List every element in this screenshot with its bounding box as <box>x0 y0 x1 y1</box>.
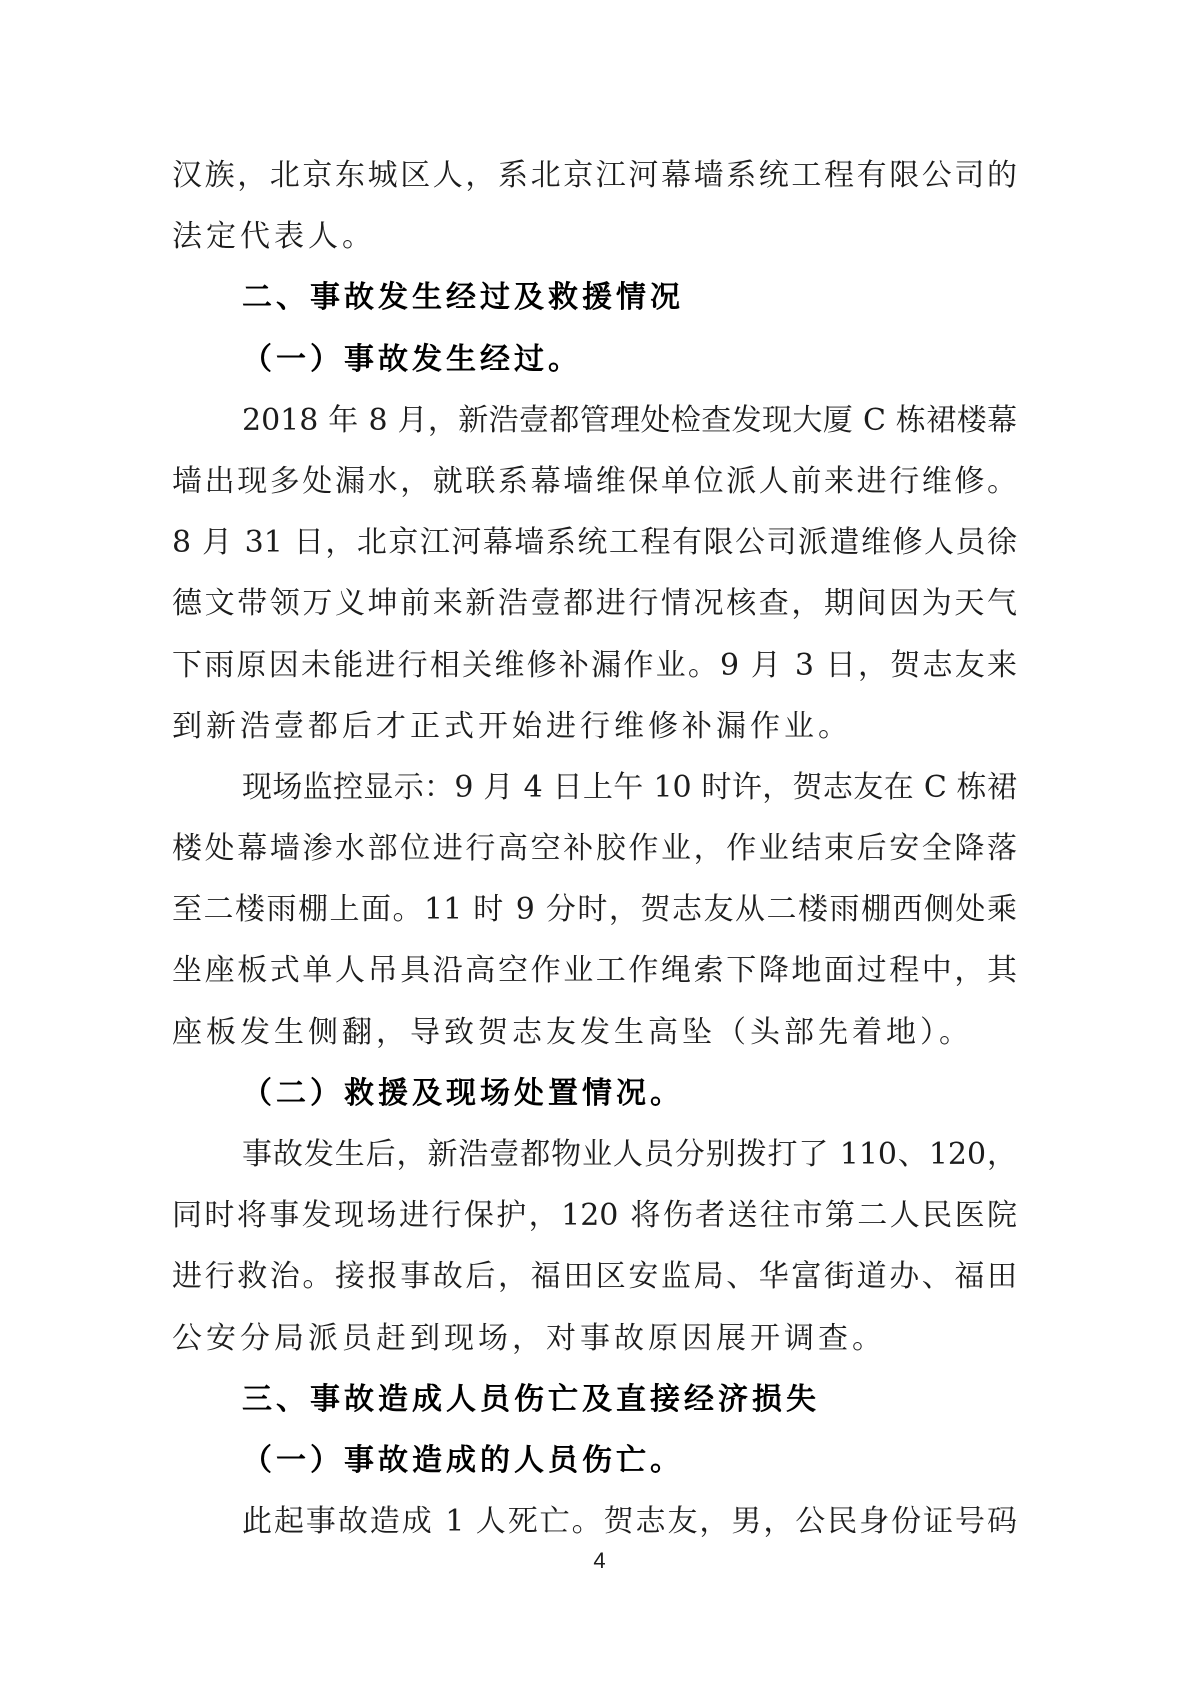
heading-line: （一）事故发生经过。 <box>242 341 582 377</box>
text-line: 下雨原因未能进行相关维修补漏作业。9 月 3 日，贺志友来 <box>172 647 1017 683</box>
text-line: 汉族，北京东城区人，系北京江河幕墙系统工程有限公司的 <box>172 158 1017 193</box>
heading-line: 三、事故造成人员伤亡及直接经济损失 <box>242 1381 820 1417</box>
heading-line: （二）救援及现场处置情况。 <box>242 1075 684 1111</box>
text-line: 8 月 31 日，北京江河幕墙系统工程有限公司派遣维修人员徐 <box>172 525 1017 561</box>
text-line: 墙出现多处漏水，就联系幕墙维保单位派人前来进行维修。 <box>172 463 1017 499</box>
text-line: 到新浩壹都后才正式开始进行维修补漏作业。 <box>172 708 852 744</box>
heading-line: 二、事故发生经过及救援情况 <box>242 280 684 316</box>
text-line: 2018 年 8 月，新浩壹都管理处检查发现大厦 C 栋裙楼幕 <box>242 402 1017 438</box>
text-line: 同时将事发现场进行保护，120 将伤者送往市第二人民医院 <box>172 1198 1017 1234</box>
text-line: 此起事故造成 1 人死亡。贺志友，男，公民身份证号码 <box>242 1504 1017 1540</box>
text-line: 公安分局派员赶到现场，对事故原因展开调查。 <box>172 1320 886 1356</box>
heading-line: （一）事故造成的人员伤亡。 <box>242 1442 684 1478</box>
document-body <box>172 145 1017 1552</box>
text-line: 座板发生侧翻，导致贺志友发生高坠（头部先着地）。 <box>172 1014 973 1050</box>
text-line: 至二楼雨棚上面。11 时 9 分时，贺志友从二楼雨棚西侧处乘 <box>172 892 1017 928</box>
page-number: 4 <box>593 1548 606 1573</box>
text-line: 现场监控显示：9 月 4 日上午 10 时许，贺志友在 C 栋裙 <box>242 769 1017 805</box>
text-line: 法定代表人。 <box>172 219 376 255</box>
text-line: 事故发生后，新浩壹都物业人员分别拨打了 110、120， <box>242 1137 1017 1172</box>
text-line: 坐座板式单人吊具沿高空作业工作绳索下降地面过程中，其 <box>172 953 1017 989</box>
text-line: 楼处幕墙渗水部位进行高空补胶作业，作业结束后安全降落 <box>172 831 1017 867</box>
text-line: 德文带领万义坤前来新浩壹都进行情况核查，期间因为天气 <box>172 586 1017 622</box>
text-line: 进行救治。接报事故后，福田区安监局、华富街道办、福田 <box>172 1259 1017 1295</box>
